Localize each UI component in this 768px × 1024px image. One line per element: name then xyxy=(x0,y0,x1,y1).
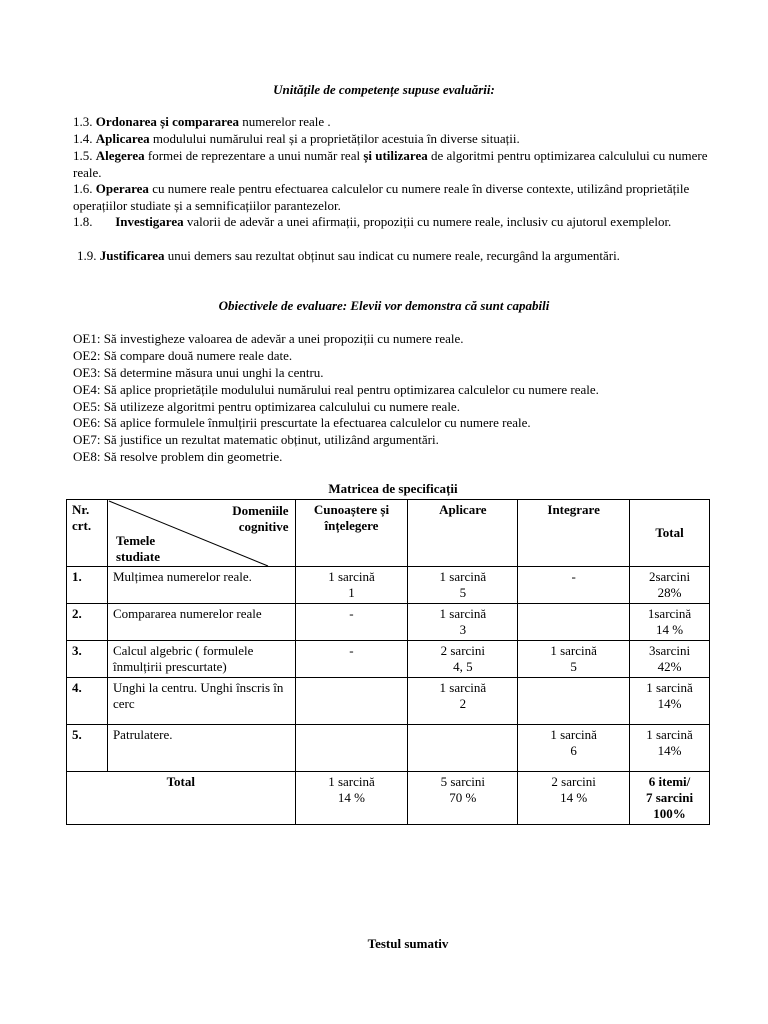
row-cunoastere: - xyxy=(295,604,408,641)
row-aplicare: 2 sarcini 4, 5 xyxy=(408,641,518,678)
header-domenii: Domeniile cognitive xyxy=(232,503,289,534)
competenta-1-8: 1.8. Investigarea valorii de adevăr a unei afirmații, propoziții cu numere reale, inclusiv cu ajutorul exemplelor. xyxy=(73,214,672,229)
header-total: Total xyxy=(630,500,710,567)
table-header-row xyxy=(67,500,710,567)
row-nr: 3. xyxy=(67,641,108,678)
total-aplicare: 5 sarcini 70 % xyxy=(408,772,518,825)
row-total: 3sarcini 42% xyxy=(630,641,710,678)
row-total: 1sarcină 14 % xyxy=(630,604,710,641)
row-nr: 4. xyxy=(67,678,108,725)
table-row xyxy=(67,725,710,772)
row-total: 2sarcini 28% xyxy=(630,567,710,604)
row-aplicare: 1 sarcină 3 xyxy=(408,604,518,641)
row-aplicare: 1 sarcină 2 xyxy=(408,678,518,725)
objective-oe3: OE3: Să determine măsura unui unghi la centru. xyxy=(73,365,324,380)
total-cunoastere: 1 sarcină 14 % xyxy=(295,772,408,825)
table-row xyxy=(67,604,710,641)
objective-oe2: OE2: Să compare două numere reale date. xyxy=(73,348,293,363)
header-diagonal-cell xyxy=(107,500,295,567)
total-label: Total xyxy=(67,772,296,825)
header-teme: Temele studiate xyxy=(115,533,161,564)
row-integrare xyxy=(518,604,630,641)
competente-title: Unitățile de competențe supuse evaluării: xyxy=(273,82,495,97)
matrice-title: Matricea de specificații xyxy=(328,481,458,496)
competenta-1-6: 1.6. Operarea cu numere reale pentru efectuarea calculelor cu numere reale în diverse contexte, utilizând proprietățile operațiilor studiate și a semnificațiilor parantezelor. xyxy=(73,181,690,213)
row-tema: Calcul algebric ( formulele înmulțirii prescurtate) xyxy=(107,641,295,678)
row-nr: 5. xyxy=(67,725,108,772)
row-cunoastere: 1 sarcină 1 xyxy=(295,567,408,604)
header-integrare: Integrare xyxy=(518,500,630,567)
row-integrare: 1 sarcină 6 xyxy=(518,725,630,772)
specification-table xyxy=(66,499,710,825)
total-integrare: 2 sarcini 14 % xyxy=(518,772,630,825)
competenta-1-3: 1.3. Ordonarea și compararea numerelor reale . xyxy=(73,114,331,129)
row-total: 1 sarcină 14% xyxy=(630,725,710,772)
testul-sumativ-title: Testul sumativ xyxy=(367,936,449,951)
objective-oe4: OE4: Să aplice proprietățile modulului numărului real pentru optimizarea calculelor cu numere reale. xyxy=(73,382,599,397)
row-integrare xyxy=(518,678,630,725)
objective-oe8: OE8: Să resolve problem din geometrie. xyxy=(73,449,283,464)
row-aplicare: 1 sarcină 5 xyxy=(408,567,518,604)
row-nr: 1. xyxy=(67,567,108,604)
row-cunoastere: - xyxy=(295,641,408,678)
row-tema: Compararea numerelor reale xyxy=(107,604,295,641)
table-row xyxy=(67,567,710,604)
row-cunoastere xyxy=(295,678,408,725)
row-integrare: - xyxy=(518,567,630,604)
header-nr: Nr. crt. xyxy=(67,500,108,567)
row-tema: Patrulatere. xyxy=(107,725,295,772)
objective-oe6: OE6: Să aplice formulele înmulțirii prescurtate la efectuarea calculelor cu numere reale. xyxy=(73,415,531,430)
row-cunoastere xyxy=(295,725,408,772)
competenta-1-5: 1.5. Alegerea formei de reprezentare a unui număr real și utilizarea de algoritmi pentru optimizarea calculului cu numere reale. xyxy=(73,148,708,180)
row-tema: Unghi la centru. Unghi înscris în cerc xyxy=(107,678,295,725)
obiective-title: Obiectivele de evaluare: Elevii vor demonstra că sunt capabili xyxy=(218,298,550,313)
header-aplicare: Aplicare xyxy=(408,500,518,567)
row-nr: 2. xyxy=(67,604,108,641)
header-cunoastere: Cunoaștere și înțelegere xyxy=(295,500,408,567)
row-aplicare xyxy=(408,725,518,772)
row-integrare: 1 sarcină 5 xyxy=(518,641,630,678)
objective-oe5: OE5: Să utilizeze algoritmi pentru optimizarea calculului cu numere reale. xyxy=(73,399,460,414)
row-total: 1 sarcină 14% xyxy=(630,678,710,725)
competenta-1-4: 1.4. Aplicarea modulului numărului real și a proprietăților acestuia în diverse situații. xyxy=(73,131,520,146)
competenta-1-9: 1.9. Justificarea unui demers sau rezultat obținut sau indicat cu numere reale, recurgând la argumentări. xyxy=(77,248,620,263)
table-row xyxy=(67,678,710,725)
table-row xyxy=(67,641,710,678)
objective-oe7: OE7: Să justifice un rezultat matematic obținut, utilizând argumentări. xyxy=(73,432,439,447)
row-tema: Mulțimea numerelor reale. xyxy=(107,567,295,604)
table-total-row xyxy=(67,772,710,825)
objective-oe1: OE1: Să investigheze valoarea de adevăr a unei propoziții cu numere reale. xyxy=(73,331,464,346)
total-total: 6 itemi/ 7 sarcini 100% xyxy=(630,772,710,825)
